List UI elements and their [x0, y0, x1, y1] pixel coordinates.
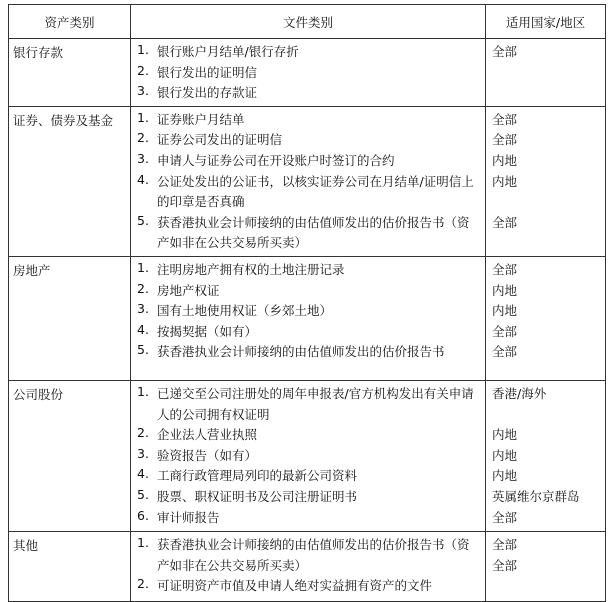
document-item	[137, 213, 481, 254]
item-number: 3.	[137, 301, 149, 317]
region-value: 全部	[492, 344, 518, 360]
item-text: 验资报告（如有）	[157, 447, 258, 463]
item-number: 5.	[137, 342, 149, 358]
document-item	[137, 576, 481, 597]
region-value: 全部	[492, 111, 518, 127]
table-row	[9, 39, 606, 107]
item-number: 4.	[137, 466, 149, 482]
item-text: 国有土地使用权证（乡郊土地）	[157, 303, 333, 319]
documents-cell	[131, 39, 486, 107]
region-value: 内地	[492, 152, 518, 168]
item-text: 证券账户月结单	[157, 111, 245, 127]
category-cell: 房地产	[9, 256, 131, 380]
document-item	[137, 260, 481, 281]
item-number: 4.	[137, 321, 149, 337]
item-text: 证券公司发出的证明信	[157, 132, 283, 148]
region-value: 内地	[492, 468, 518, 484]
document-item	[137, 151, 481, 172]
header-documents: 文件类别	[131, 5, 486, 39]
region-value: 内地	[492, 303, 518, 319]
item-number: 1.	[137, 42, 149, 57]
region-value: 全部	[492, 323, 518, 339]
region-value: 香港/海外	[492, 385, 547, 401]
region-value: 全部	[492, 261, 518, 277]
item-number: 1.	[137, 109, 149, 125]
table-row	[9, 256, 606, 380]
item-text: 企业法人营业执照	[157, 427, 258, 443]
item-number: 2.	[137, 130, 149, 146]
documents-cell	[131, 380, 486, 531]
document-item	[137, 535, 481, 576]
region-cell	[486, 380, 606, 531]
item-number: 3.	[137, 445, 149, 461]
item-text: 可证明资产市值及申请人绝对实益拥有资产的文件	[157, 578, 433, 594]
category-cell: 公司股份	[9, 380, 131, 531]
region-value: 英属维尔京群岛	[492, 488, 580, 504]
item-text: 工商行政管理局列印的最新公司资料	[157, 468, 358, 484]
item-text: 获香港执业会计师接纳的由估值师发出的估价报告书（资产如非在公共交易所买卖）	[157, 537, 470, 573]
region-value: 内地	[492, 173, 518, 189]
item-text: 获香港执业会计师接纳的由估值师发出的估价报告书	[157, 344, 445, 360]
document-item	[137, 487, 481, 508]
region-value: 全部	[492, 537, 518, 553]
category-cell: 其他	[9, 532, 131, 602]
region-value: 全部	[492, 132, 518, 148]
item-number: 2.	[137, 62, 149, 78]
item-number: 3.	[137, 83, 149, 99]
item-number: 5.	[137, 212, 149, 228]
item-number: 2.	[137, 576, 149, 592]
item-number: 3.	[137, 150, 149, 166]
document-item	[137, 63, 481, 84]
item-number: 6.	[137, 507, 149, 523]
document-item	[137, 172, 481, 213]
item-text: 银行发出的存款证	[157, 85, 258, 101]
header-region: 适用国家/地区	[486, 5, 606, 39]
item-text: 房地产权证	[157, 282, 220, 298]
category-cell: 证券、债券及基金	[9, 106, 131, 256]
item-text: 按揭契据（如有）	[157, 323, 258, 339]
table-row	[9, 532, 606, 602]
table-header-row	[9, 5, 606, 39]
document-item	[137, 322, 481, 343]
item-text: 银行账户月结单/银行存折	[157, 44, 299, 59]
region-value: 内地	[492, 282, 518, 298]
document-item	[137, 425, 481, 446]
header-category: 资产类别	[9, 5, 131, 39]
document-item	[137, 446, 481, 467]
table-row	[9, 380, 606, 531]
category-cell: 银行存款	[9, 39, 131, 107]
item-text: 申请人与证券公司在开设账户时签订的合约	[157, 152, 395, 168]
document-item	[137, 83, 481, 104]
item-number: 1.	[137, 259, 149, 275]
table-row	[9, 106, 606, 256]
item-number: 2.	[137, 280, 149, 296]
document-item	[137, 110, 481, 131]
item-text: 股票、职权证明书及公司注册证明书	[157, 488, 358, 504]
item-text: 已递交至公司注册处的周年申报表/官方机构发出有关申请人的公司拥有权证明	[157, 385, 474, 422]
item-number: 1.	[137, 535, 149, 551]
region-cell	[486, 106, 606, 256]
document-item	[137, 281, 481, 302]
item-text: 获香港执业会计师接纳的由估值师发出的估价报告书（资产如非在公共交易所买卖）	[157, 214, 470, 251]
item-text: 公证处发出的公证书，以核实证券公司在月结单/证明信上的印章是否真确	[157, 173, 474, 210]
region-value: 全部	[492, 557, 518, 573]
region-value: 全部	[492, 44, 518, 59]
item-number: 2.	[137, 425, 149, 441]
documents-cell	[131, 532, 486, 602]
documents-cell	[131, 106, 486, 256]
region-value: 全部	[492, 214, 518, 230]
region-cell	[486, 256, 606, 380]
region-value: 全部	[492, 509, 518, 525]
document-item	[137, 508, 481, 529]
item-number: 4.	[137, 171, 149, 187]
asset-documents-table	[8, 4, 606, 602]
item-text: 审计师报告	[157, 509, 220, 525]
document-item	[137, 342, 481, 363]
item-text: 银行发出的证明信	[157, 64, 258, 80]
region-cell	[486, 39, 606, 107]
document-item	[137, 130, 481, 151]
item-number: 5.	[137, 486, 149, 502]
item-text: 注明房地产拥有权的土地注册记录	[157, 261, 345, 277]
region-value: 内地	[492, 447, 518, 463]
region-value: 内地	[492, 427, 518, 443]
document-item	[137, 301, 481, 322]
item-number: 1.	[137, 383, 149, 399]
documents-cell	[131, 256, 486, 380]
document-item	[137, 42, 481, 63]
document-item	[137, 466, 481, 487]
document-item	[137, 384, 481, 425]
region-cell	[486, 532, 606, 602]
